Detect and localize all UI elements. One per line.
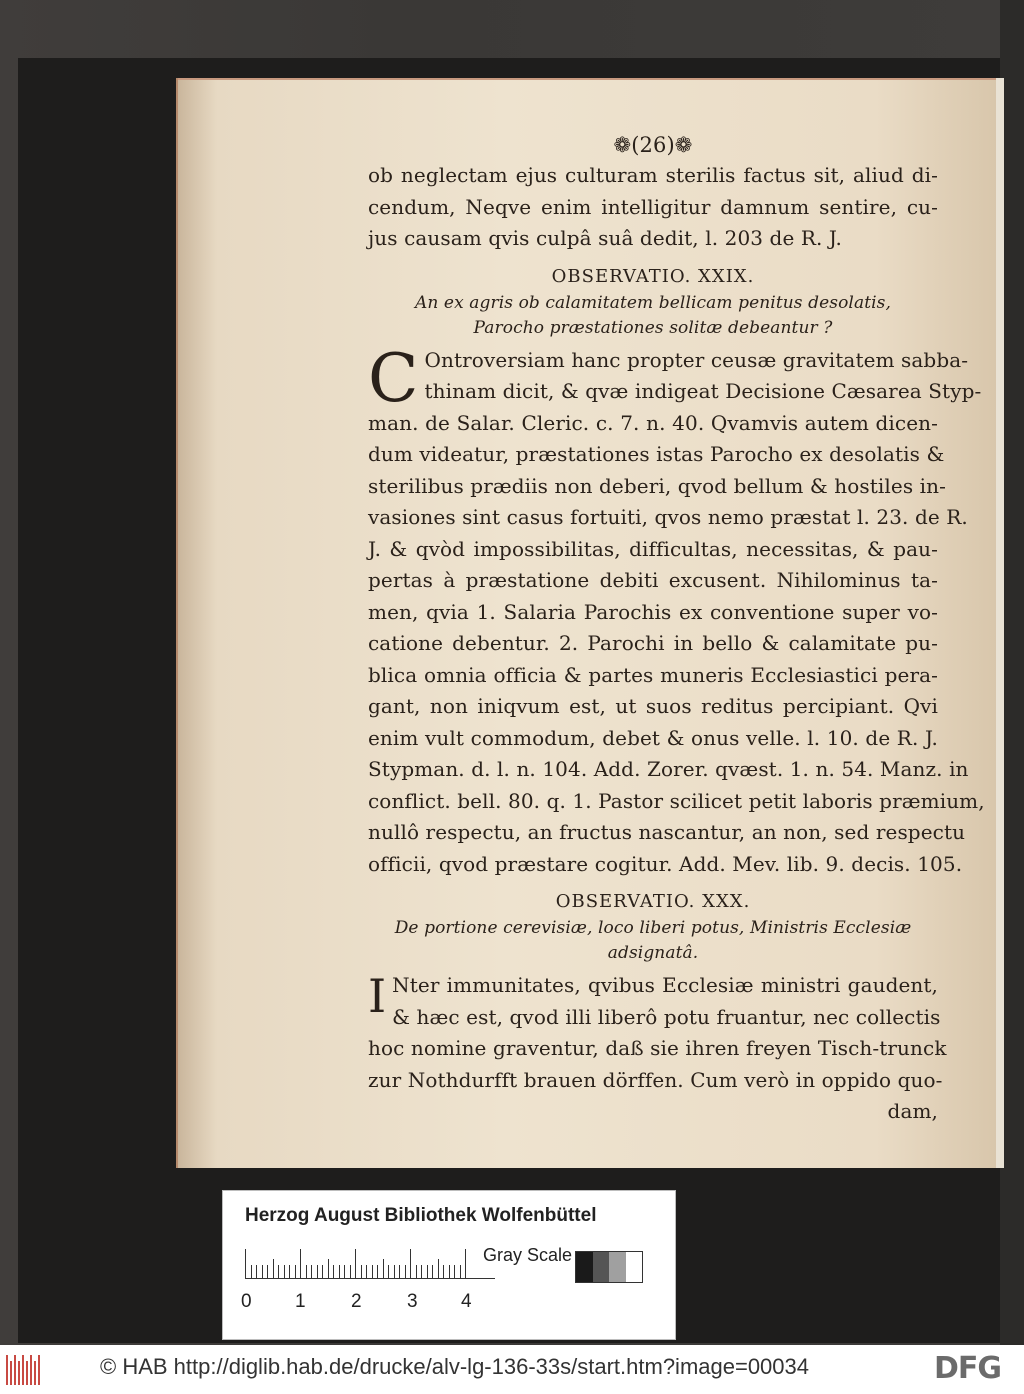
text-line: J. & qvòd impossibilitas, difficultas, necessitas, & pau- [368, 536, 938, 561]
text-line: catione debentur. 2. Parochi in bello & calamitate pu- [368, 631, 938, 655]
gray-scale-label: Gray Scale [483, 1245, 573, 1265]
ruler-tick [284, 1265, 285, 1279]
text-line: hoc nomine graventur, daß sie ihren freyen Tisch-trunck [368, 1036, 947, 1060]
gray-swatch [576, 1252, 593, 1282]
page-text [368, 130, 985, 1128]
text-line: man. de Salar. Cleric. c. 7. n. 40. Qvamvis autem dicen- [368, 410, 938, 435]
ruler-tick [432, 1265, 433, 1279]
text-line: Stypman. d. l. n. 104. Add. Zorer. qvæst. 1. n. 54. Manz. in [368, 757, 969, 781]
text-line: vasiones sint casus fortuiti, qvos nemo præstat l. 23. de R. [368, 505, 968, 529]
ruler-tick [322, 1265, 323, 1279]
gray-swatch [593, 1252, 610, 1282]
observation-title: adsignatâ. [607, 943, 699, 963]
ruler-baseline [245, 1278, 495, 1279]
gray-swatch [609, 1252, 626, 1282]
text-line: men, qvia 1. Salaria Parochis ex conventione super vo- [368, 599, 938, 624]
drop-cap: C [368, 339, 419, 417]
gray-scale-bar [575, 1251, 643, 1283]
ruler-tick [344, 1265, 345, 1279]
ruler-tick [300, 1249, 301, 1279]
ruler-tick [306, 1265, 307, 1279]
ruler-tick [443, 1265, 444, 1279]
ruler-tick [372, 1265, 373, 1279]
ruler-tick [361, 1265, 362, 1279]
ruler-number: 3 [407, 1291, 418, 1312]
ruler-tick [333, 1265, 334, 1279]
ruler-tick [410, 1249, 411, 1279]
ruler-tick [311, 1265, 312, 1279]
text-line: dum videatur, præstationes istas Parocho ex desolatis & [368, 442, 945, 466]
text-line: nullô respectu, an fructus nascantur, an non, sed respectu [368, 820, 966, 844]
ruler-tick [339, 1265, 340, 1279]
ruler-tick [460, 1265, 461, 1279]
ruler-tick [388, 1265, 389, 1279]
text-line: officii, qvod præstare cogitur. Add. Mev. lib. 9. decis. 105. [368, 851, 963, 876]
observation-heading: OBSERVATIO. XXIX. [551, 265, 755, 287]
text-line: cendum, Neqve enim intelligitur damnum sentire, cu- [368, 194, 938, 219]
ruler-tick [366, 1265, 367, 1279]
observation-title: De portione cerevisiæ, loco liberi potus, Ministris Ecclesiæ [394, 918, 912, 938]
page-number: ❁(26)❁ [613, 133, 693, 157]
ruler-tick [350, 1265, 351, 1279]
text-line: blica omnia officia & partes muneris Ecclesiastici pera- [368, 662, 938, 687]
ruler-tick [267, 1265, 268, 1279]
text-line: Ontroversiam hanc propter ceusæ gravitatem sabba- [424, 347, 969, 372]
library-name: Herzog August Bibliothek Wolfenbüttel [245, 1205, 597, 1226]
library-label-card [222, 1190, 676, 1340]
text-line: & hæc est, qvod illi liberô potu fruantur, nec collectis [392, 1004, 941, 1029]
ruler-number: 1 [295, 1291, 306, 1312]
barcode-icon [6, 1355, 46, 1385]
ruler-tick [405, 1265, 406, 1279]
page-edge [996, 78, 1004, 1168]
ruler-tick [465, 1249, 466, 1279]
ruler-tick [454, 1265, 455, 1279]
drop-cap: I [368, 969, 387, 1023]
copyright-link[interactable]: © HAB http://diglib.hab.de/drucke/alv-lg-136-33s/start.htm?image=00034 [100, 1354, 809, 1379]
ruler-tick [278, 1265, 279, 1279]
ruler-number: 4 [461, 1291, 472, 1312]
paragraph [368, 339, 985, 881]
ruler-tick [328, 1259, 329, 1279]
ruler-tick [438, 1259, 439, 1279]
paragraph [368, 969, 947, 1096]
ruler-tick [317, 1265, 318, 1279]
text-line: enim vult commodum, debet & onus velle. l. 10. de R. J. [368, 725, 938, 750]
text-line: pertas à præstatione debiti excusent. Nihilominus ta- [368, 568, 938, 592]
text-line: gant, non iniqvum est, ut suos reditus percipiant. Qvi [368, 694, 938, 718]
gray-swatch [626, 1252, 643, 1282]
ruler-tick [399, 1265, 400, 1279]
ruler-tick [377, 1265, 378, 1279]
dfg-logo: DFG [934, 1351, 1002, 1386]
ruler-tick [251, 1265, 252, 1279]
observation-title: An ex agris ob calamitatem bellicam penitus desolatis, [414, 292, 892, 313]
scale-ruler [245, 1249, 495, 1279]
text-line: conflict. bell. 80. q. 1. Pastor scilicet petit laboris præmium, [368, 788, 985, 813]
text-line: jus causam qvis culpâ suâ dedit, l. 203 de R. J. [368, 226, 842, 250]
ruler-tick [421, 1265, 422, 1279]
ruler-tick [355, 1249, 356, 1279]
text-line: thinam dicit, & qvæ indigeat Decisione Cæsarea Styp- [424, 379, 982, 403]
catchword: dam, [887, 1099, 938, 1123]
ruler-number: 0 [241, 1291, 252, 1312]
ruler-tick [449, 1265, 450, 1279]
text-line: ob neglectam ejus culturam sterilis factus sit, aliud di- [368, 163, 938, 187]
ruler-tick [273, 1259, 274, 1279]
ruler-tick [394, 1265, 395, 1279]
ruler-tick [256, 1265, 257, 1279]
text-line: zur Nothdurfft brauen dörffen. Cum verò in oppido quo- [368, 1067, 943, 1092]
observation-title: Parocho præstationes solitæ debeantur ? [473, 317, 833, 338]
ruler-number: 2 [351, 1291, 362, 1312]
ruler-tick [289, 1265, 290, 1279]
ruler-tick [383, 1259, 384, 1279]
ruler-tick [295, 1265, 296, 1279]
text-line: sterilibus prædiis non deberi, qvod bellum & hostiles in- [368, 473, 946, 498]
observation-heading: OBSERVATIO. XXX. [555, 891, 751, 912]
ruler-tick [245, 1249, 246, 1279]
text-line: Nter immunitates, qvibus Ecclesiæ ministri gaudent, [392, 973, 938, 997]
ruler-tick [262, 1265, 263, 1279]
ruler-tick [427, 1265, 428, 1279]
ruler-tick [416, 1265, 417, 1279]
footer-bar [0, 1345, 1024, 1394]
